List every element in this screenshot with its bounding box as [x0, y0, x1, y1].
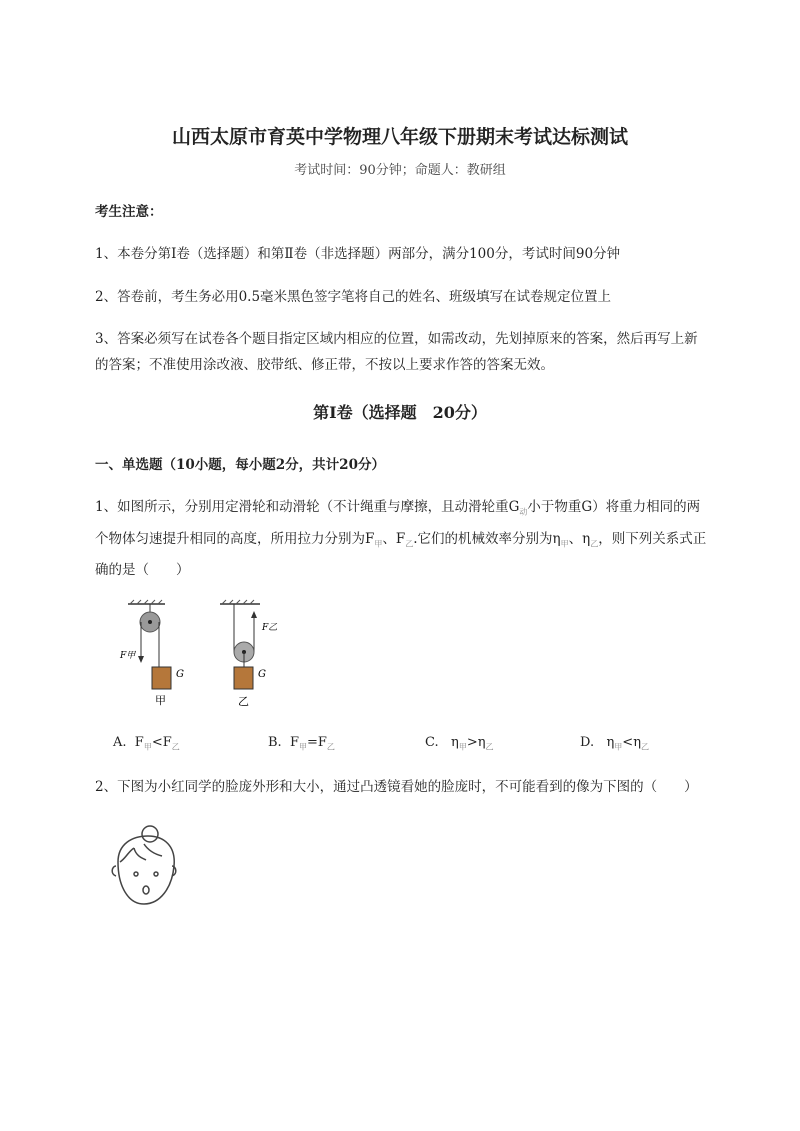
option-d[interactable]: D. $\eta_甲<\eta_乙$ — [580, 735, 649, 752]
section-title: 第I卷（选择题 20分） — [313, 403, 487, 422]
notice-item: 1、本卷分第I卷（选择题）和第Ⅱ卷（非选择题）两部分，满分100分，考试时间90分钟 — [95, 246, 621, 262]
force-label-jia: F甲 — [120, 651, 136, 661]
page-title: 山西太原市育英中学物理八年级下册期末考试达标测试 — [171, 126, 628, 148]
notice-item: 3、答案必须写在试卷各个题目指定区域内相应的位置，如需改动，先划掉原来的答案，然后再写上新的答案；不准使用涂改液、胶带纸、修正带，不按以上要求作答的答案无效。 — [95, 331, 698, 373]
option-b[interactable]: B. $F_甲=F_乙$ — [268, 735, 335, 752]
pulley-figure — [110, 592, 300, 712]
force-label-yi: F乙 — [262, 623, 278, 633]
option-a[interactable]: A. $F_甲<F_乙$ — [113, 735, 180, 752]
girl-face-image — [108, 822, 178, 910]
question-1-text: 1、如图所示，分别用定滑轮和动滑轮（不计绳重与摩擦，且动滑轮重$G_动$小于物重G）将重力相同的两个物体匀速提升相同的高度，所用拉力分别为$F_甲$、$F_乙$.它们的机械效率分别为$\eta_甲$、$\eta_乙$，则下列关系式正确的是（ ） — [95, 499, 707, 579]
weight-label: G — [176, 669, 184, 680]
notice-item: 2、答卷前，考生务必用0.5毫米黑色签字笔将自己的姓名、班级填写在试卷规定位置上 — [95, 289, 612, 305]
figure-label-jia: 甲 — [155, 694, 166, 707]
part-heading: 一、单选题（10小题，每小题2分，共计20分） — [95, 457, 385, 473]
figure-label-yi: 乙 — [238, 695, 249, 708]
weight-label: G — [258, 669, 266, 680]
option-c[interactable]: C. $\eta_甲>\eta_乙$ — [425, 735, 494, 752]
question-2-text: 2、下图为小红同学的脸庞外形和大小，通过凸透镜看她的脸庞时，不可能看到的像为下图的（ ） — [95, 779, 698, 795]
subtitle: 考试时间：90分钟；命题人：教研组 — [294, 163, 506, 178]
notice-heading: 考生注意： — [95, 204, 163, 220]
